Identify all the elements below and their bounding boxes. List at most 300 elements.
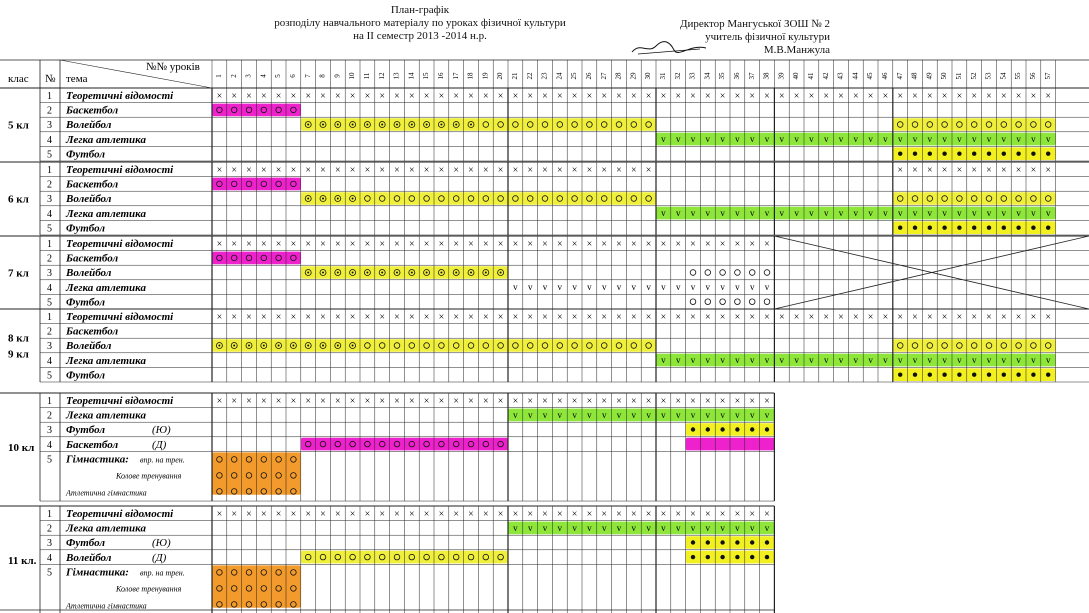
cell-mark-x: × (542, 311, 548, 323)
topic-label: Теоретичні відомості (66, 90, 174, 102)
cell-mark-v: v (779, 355, 785, 366)
topic-label: Футбол (66, 222, 106, 235)
cell-mark-v: v (764, 282, 770, 293)
cell-mark-x: × (586, 311, 593, 323)
cell-mark-x: × (394, 508, 400, 520)
cell-mark-smiley-dot (381, 272, 383, 274)
cell-mark-x: × (468, 164, 474, 176)
row-number: 3 (47, 268, 52, 280)
cell-mark-v: v (749, 355, 755, 366)
cell-mark-x: × (867, 90, 874, 102)
cell-mark-x: × (408, 238, 415, 250)
cell-mark-x: × (660, 90, 667, 102)
cell-mark-circle (705, 270, 711, 276)
cell-mark-v: v (868, 134, 873, 145)
color-band (893, 118, 1056, 131)
cell-mark-circle (764, 299, 770, 305)
cell-mark-x: × (616, 508, 622, 520)
topic-label: Волейбол (66, 267, 112, 280)
topic-label: Баскетбол (66, 438, 119, 451)
cell-mark-smiley-dot (278, 345, 280, 347)
cell-mark-v: v (1016, 208, 1021, 219)
cell-mark-x: × (586, 508, 593, 520)
cell-mark-v: v (897, 134, 903, 145)
cell-mark-circle (749, 299, 755, 305)
cell-mark-dot (706, 555, 710, 559)
cell-mark-smiley-dot (396, 124, 398, 126)
cell-mark-x: × (690, 311, 696, 323)
cell-mark-x: × (601, 90, 608, 102)
cell-mark-x: × (630, 508, 637, 520)
cell-mark-x: × (379, 395, 386, 407)
cell-mark-dot (735, 540, 739, 544)
cell-mark-circle (749, 270, 755, 276)
cell-mark-x: × (601, 238, 608, 250)
cell-mark-v: v (1045, 208, 1051, 219)
cell-mark-smiley-dot (337, 124, 339, 126)
cell-mark-x: × (482, 90, 489, 102)
cell-mark-x: × (571, 508, 578, 520)
row-number: 3 (47, 120, 52, 132)
cell-mark-x: × (260, 164, 267, 176)
cell-mark-x: × (320, 311, 326, 323)
cell-mark-x: × (512, 164, 519, 176)
cell-mark-x: × (231, 164, 238, 176)
cell-mark-x: × (793, 311, 800, 323)
cell-mark-x: × (260, 508, 267, 520)
cell-mark-dot (898, 373, 902, 377)
color-band (893, 192, 1056, 205)
topic-label: Теоретичні відомості (66, 238, 174, 250)
cell-mark-v: v (735, 282, 740, 293)
cell-mark-x: × (275, 164, 282, 176)
cell-mark-dot (1002, 152, 1006, 156)
cell-mark-x: × (749, 90, 756, 102)
class-label: 8 кл (8, 332, 29, 345)
cell-mark-x: × (749, 311, 756, 323)
cell-mark-v: v (1031, 208, 1036, 219)
topic-label: Волейбол (66, 119, 112, 132)
cell-mark-circle (705, 299, 711, 305)
row-number: 3 (47, 538, 52, 550)
cell-mark-smiley-dot (337, 345, 339, 347)
cell-mark-x: × (468, 508, 474, 520)
cell-mark-v: v (942, 208, 947, 219)
cell-mark-x: × (305, 395, 312, 407)
cell-mark-x: × (660, 238, 667, 250)
cell-mark-dot (972, 152, 976, 156)
cell-mark-dot (928, 152, 932, 156)
topic-label: Футбол (66, 369, 106, 382)
cell-mark-smiley-dot (381, 124, 383, 126)
lesson-number: 8 (318, 74, 327, 78)
cell-mark-v: v (690, 134, 696, 145)
row-number: 2 (47, 523, 52, 535)
cell-mark-x: × (616, 164, 622, 176)
cell-mark-x: × (334, 508, 341, 520)
cell-mark-x: × (926, 90, 933, 102)
teacher-line: учитель фізичної культури (705, 31, 830, 43)
handwritten-note: (Ю) (152, 537, 171, 550)
cell-mark-x: × (675, 238, 682, 250)
cell-mark-v: v (705, 409, 711, 420)
cell-mark-v: v (927, 134, 933, 145)
cell-mark-v: v (1001, 355, 1007, 366)
cell-mark-v: v (1016, 355, 1021, 366)
cell-mark-x: × (571, 395, 578, 407)
cell-mark-x: × (1045, 90, 1052, 102)
cell-mark-dot (1016, 373, 1020, 377)
cell-mark-x: × (971, 90, 978, 102)
cell-mark-x: × (542, 395, 548, 407)
row-number: 2 (47, 410, 52, 422)
topic-label: Гімнастика: (66, 566, 129, 579)
cell-mark-dot (928, 226, 932, 230)
cell-mark-smiley-dot (307, 272, 309, 274)
lesson-number: 49 (925, 72, 934, 80)
cell-mark-smiley-dot (352, 124, 354, 126)
cell-mark-x: × (704, 395, 711, 407)
lesson-number: 39 (777, 72, 786, 80)
cell-mark-smiley-dot (366, 124, 368, 126)
cell-mark-v: v (1001, 134, 1007, 145)
cell-mark-v: v (675, 409, 681, 420)
cell-mark-x: × (246, 508, 252, 520)
cell-mark-x: × (453, 164, 460, 176)
cell-mark-v: v (690, 522, 696, 533)
cell-mark-v: v (675, 282, 681, 293)
cell-mark-x: × (941, 90, 948, 102)
cell-mark-x: × (1015, 90, 1022, 102)
cell-mark-x: × (275, 395, 282, 407)
lesson-number: 23 (540, 72, 549, 80)
cell-mark-smiley-dot (426, 272, 428, 274)
cell-mark-dot (720, 555, 724, 559)
lesson-number: 2 (229, 74, 238, 78)
cell-mark-dot (1031, 152, 1035, 156)
cell-mark-smiley-dot (322, 124, 324, 126)
cell-mark-x: × (556, 164, 563, 176)
cell-mark-x: × (690, 90, 696, 102)
cell-mark-x: × (497, 395, 504, 407)
lesson-number: 31 (659, 72, 668, 80)
cell-mark-x: × (394, 238, 400, 250)
cell-mark-dot (913, 226, 917, 230)
cell-mark-v: v (720, 355, 725, 366)
lesson-number: 16 (437, 72, 446, 80)
cell-mark-dot (735, 427, 739, 431)
cell-mark-smiley-dot (307, 124, 309, 126)
cell-mark-x: × (1045, 164, 1052, 176)
cell-mark-x: × (408, 395, 415, 407)
cell-mark-v: v (661, 134, 666, 145)
cell-mark-v: v (883, 208, 888, 219)
cell-mark-smiley-dot (352, 272, 354, 274)
cell-mark-dot (972, 373, 976, 377)
cell-mark-x: × (912, 164, 918, 176)
cell-mark-x: × (468, 238, 474, 250)
cell-mark-v: v (690, 355, 696, 366)
cell-mark-smiley-dot (218, 345, 220, 347)
row-number: 4 (47, 439, 52, 451)
color-band (893, 339, 1056, 352)
cell-mark-x: × (320, 238, 326, 250)
cell-mark-x: × (734, 90, 741, 102)
cell-mark-v: v (720, 522, 725, 533)
cell-mark-x: × (1000, 90, 1007, 102)
cell-mark-smiley-dot (455, 124, 457, 126)
cell-mark-x: × (675, 395, 682, 407)
cell-mark-x: × (749, 508, 756, 520)
column-header-num: № (45, 73, 56, 85)
cell-mark-x: × (941, 164, 948, 176)
cell-mark-smiley-dot (352, 345, 354, 347)
cell-mark-x: × (260, 395, 267, 407)
cell-mark-x: × (438, 508, 445, 520)
cell-mark-x: × (542, 90, 548, 102)
cell-mark-v: v (957, 134, 962, 145)
cell-mark-x: × (630, 311, 637, 323)
cell-mark-x: × (320, 164, 326, 176)
cell-mark-v: v (557, 522, 563, 533)
cell-mark-x: × (216, 90, 223, 102)
cell-mark-x: × (482, 395, 489, 407)
cell-mark-v: v (661, 208, 666, 219)
cell-mark-x: × (986, 164, 992, 176)
cell-mark-v: v (661, 409, 666, 420)
cell-mark-x: × (571, 311, 578, 323)
cell-mark-dot (957, 373, 961, 377)
cell-mark-smiley-dot (366, 272, 368, 274)
cell-mark-v: v (690, 208, 696, 219)
cell-mark-x: × (275, 90, 282, 102)
cell-mark-x: × (601, 311, 608, 323)
cell-mark-x: × (231, 238, 238, 250)
cell-mark-v: v (675, 134, 681, 145)
row-number: 5 (47, 297, 52, 309)
topic-label: Легка атлетика (66, 281, 146, 294)
cell-mark-x: × (512, 238, 519, 250)
cell-mark-x: × (586, 238, 593, 250)
cell-mark-x: × (778, 311, 785, 323)
cell-mark-v: v (897, 208, 903, 219)
topic-label: Легка атлетика (66, 522, 146, 535)
cell-mark-x: × (453, 508, 460, 520)
lesson-number: 30 (644, 72, 653, 80)
row-number: 5 (47, 370, 52, 382)
lesson-number: 44 (851, 72, 860, 80)
cell-mark-x: × (764, 90, 770, 102)
topic-label: Волейбол (66, 340, 112, 353)
lesson-number: 24 (555, 72, 564, 80)
cell-mark-v: v (675, 522, 681, 533)
cell-mark-v: v (749, 409, 755, 420)
cell-mark-x: × (704, 311, 711, 323)
class-label: 5 кл (8, 119, 29, 132)
cell-mark-x: × (246, 395, 252, 407)
lesson-number: 4 (259, 74, 268, 78)
row-number: 1 (47, 509, 52, 520)
cell-mark-v: v (587, 409, 592, 420)
cell-mark-v: v (601, 282, 607, 293)
cell-mark-v: v (631, 282, 637, 293)
cell-mark-x: × (704, 90, 711, 102)
cell-mark-x: × (320, 90, 326, 102)
cell-mark-x: × (275, 311, 282, 323)
topic-label: Теоретичні відомості (66, 311, 174, 323)
cell-mark-v: v (1031, 355, 1036, 366)
lesson-number: 50 (940, 72, 949, 80)
cell-mark-x: × (1000, 164, 1007, 176)
cell-mark-x: × (320, 395, 326, 407)
cell-mark-x: × (1030, 311, 1037, 323)
cell-mark-x: × (482, 508, 489, 520)
cell-mark-x: × (734, 395, 741, 407)
cell-mark-x: × (675, 311, 682, 323)
cell-mark-x: × (660, 395, 667, 407)
cell-mark-v: v (720, 409, 725, 420)
cell-mark-x: × (408, 311, 415, 323)
cell-mark-x: × (349, 508, 356, 520)
cell-mark-dot (765, 555, 769, 559)
row-number: 1 (47, 239, 52, 250)
cell-mark-x: × (231, 508, 238, 520)
cell-mark-x: × (749, 238, 756, 250)
cell-mark-smiley-dot (322, 198, 324, 200)
cell-mark-smiley-dot (470, 124, 472, 126)
cell-mark-v: v (986, 134, 992, 145)
cell-mark-x: × (586, 395, 593, 407)
cell-mark-dot (957, 152, 961, 156)
cell-mark-dot (691, 427, 695, 431)
cell-mark-v: v (601, 409, 607, 420)
cell-mark-x: × (571, 90, 578, 102)
cell-mark-v: v (794, 355, 799, 366)
cell-mark-x: × (764, 238, 770, 250)
cell-mark-x: × (704, 238, 711, 250)
cell-mark-x: × (349, 164, 356, 176)
cell-mark-x: × (394, 164, 400, 176)
cell-mark-smiley-dot (307, 198, 309, 200)
cell-mark-dot (898, 152, 902, 156)
cell-mark-x: × (778, 90, 785, 102)
row-number: 3 (47, 425, 52, 437)
cell-mark-x: × (305, 508, 312, 520)
cell-mark-x: × (556, 395, 563, 407)
cell-mark-x: × (645, 395, 652, 407)
lesson-number: 47 (895, 72, 904, 80)
cell-mark-x: × (364, 164, 371, 176)
cell-mark-dot (942, 373, 946, 377)
cell-mark-v: v (542, 282, 548, 293)
handwritten-note: (Д) (152, 438, 167, 451)
cell-mark-v: v (572, 409, 577, 420)
cell-mark-v: v (646, 282, 651, 293)
topic-label: Футбол (66, 296, 106, 309)
topic-label: Волейбол (66, 193, 112, 206)
column-header-klas: клас (8, 73, 29, 85)
cell-mark-dot (750, 540, 754, 544)
lesson-number: 26 (585, 72, 594, 80)
row-number: 1 (47, 396, 52, 407)
cell-mark-x: × (379, 238, 386, 250)
cell-mark-x: × (512, 508, 519, 520)
lesson-number: 52 (969, 72, 978, 80)
row-number: 5 (47, 149, 52, 161)
cell-mark-v: v (779, 134, 785, 145)
cell-mark-v: v (912, 355, 918, 366)
cell-mark-circle (690, 270, 696, 276)
cell-mark-smiley-dot (263, 345, 265, 347)
cell-mark-x: × (1015, 311, 1022, 323)
lesson-number: 27 (599, 72, 608, 80)
cell-mark-v: v (513, 282, 518, 293)
cell-mark-x: × (719, 311, 726, 323)
topic-label: Волейбол (66, 551, 112, 564)
lesson-number: 12 (377, 72, 386, 80)
lesson-number: 20 (496, 72, 505, 80)
cell-mark-dot (750, 555, 754, 559)
cell-mark-dot (1016, 152, 1020, 156)
cell-mark-x: × (512, 395, 519, 407)
title-line-2: розподілу навчального матеріалу по уроках фізичної культури (274, 17, 566, 29)
cell-mark-x: × (379, 90, 386, 102)
cell-mark-x: × (1030, 90, 1037, 102)
cell-mark-v: v (927, 355, 933, 366)
cell-mark-x: × (468, 311, 474, 323)
cell-mark-v: v (1031, 134, 1036, 145)
cell-mark-x: × (882, 311, 889, 323)
cell-mark-x: × (349, 238, 356, 250)
class-label: 7 кл (8, 267, 29, 280)
cell-mark-dot (691, 540, 695, 544)
cell-mark-v: v (631, 409, 637, 420)
row-number: 1 (47, 91, 52, 102)
cell-mark-v: v (735, 134, 740, 145)
cell-mark-x: × (379, 164, 386, 176)
cell-mark-v: v (823, 208, 829, 219)
handwritten-note: (Д) (152, 551, 167, 564)
row-number: 4 (47, 282, 52, 294)
cell-mark-x: × (734, 238, 741, 250)
cell-mark-x: × (497, 90, 504, 102)
cell-mark-x: × (838, 90, 844, 102)
cell-mark-dot (942, 226, 946, 230)
cell-mark-x: × (601, 395, 608, 407)
cell-mark-x: × (882, 90, 889, 102)
lesson-number: 6 (289, 74, 298, 78)
cell-mark-v: v (661, 282, 666, 293)
cell-mark-smiley-dot (233, 345, 235, 347)
cell-mark-v: v (942, 355, 947, 366)
cell-mark-x: × (334, 238, 341, 250)
cell-mark-x: × (912, 311, 918, 323)
title-line-3: на ІІ семестр 2013 -2014 н.р. (353, 30, 487, 42)
cell-mark-x: × (1000, 311, 1007, 323)
cell-mark-v: v (631, 522, 637, 533)
topic-label: Футбол (66, 148, 106, 161)
cell-mark-x: × (675, 90, 682, 102)
cell-mark-x: × (423, 90, 430, 102)
gym-subtopic: Колове тренування (116, 584, 182, 594)
row-number: 2 (47, 179, 52, 191)
cell-mark-v: v (971, 208, 977, 219)
cell-mark-x: × (630, 164, 637, 176)
lesson-number: 11 (363, 72, 372, 80)
cell-mark-x: × (867, 311, 874, 323)
cell-mark-x: × (260, 238, 267, 250)
cell-mark-v: v (749, 282, 755, 293)
